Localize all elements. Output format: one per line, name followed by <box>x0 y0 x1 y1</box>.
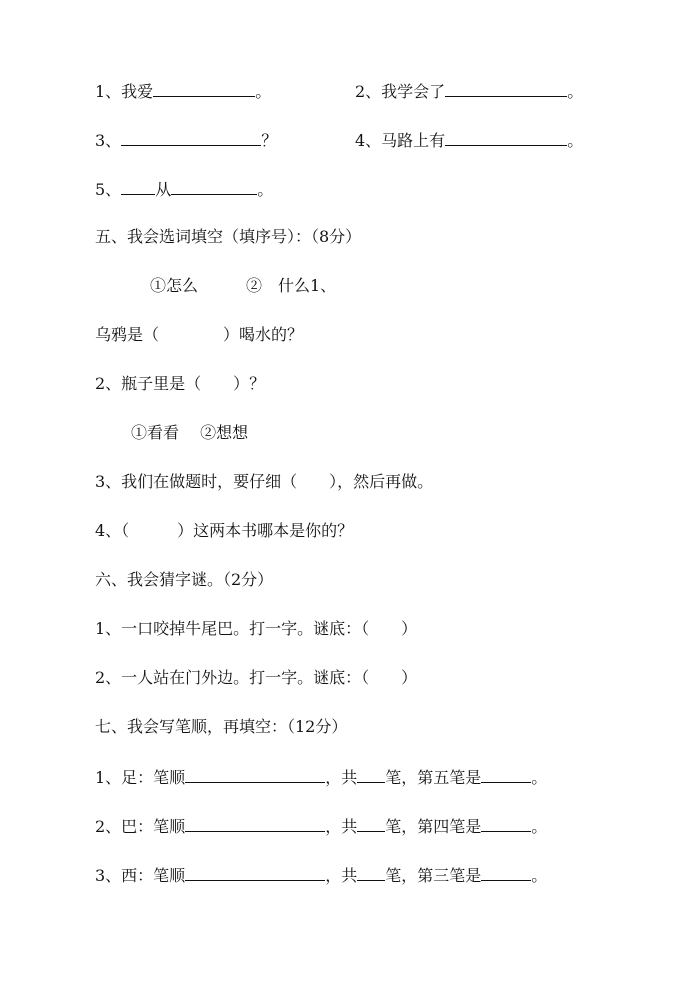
word-options-a: ①怎么 ② 什么1、 <box>150 276 337 295</box>
stroke-count-blank[interactable] <box>357 864 385 881</box>
stroke-count-blank[interactable] <box>357 766 385 783</box>
question-5-3: 3、我们在做题时，要仔细（ ），然后再做。 <box>95 472 434 491</box>
answer-blank[interactable] <box>171 178 257 195</box>
section-5-title: 五、我会选词填空（填序号）：（8分） <box>95 227 362 246</box>
question-4-4: 4、马路上有 。 <box>355 131 584 150</box>
answer-blank[interactable] <box>445 129 567 146</box>
word-options-b: ①看看 ②想想 <box>131 423 249 442</box>
answer-blank[interactable] <box>121 178 155 195</box>
answer-blank[interactable] <box>121 129 261 146</box>
stroke-order-blank[interactable] <box>185 766 325 783</box>
answer-blank[interactable] <box>445 80 567 97</box>
question-5-4: 4、（ ）这两本书哪本是你的？ <box>95 521 354 540</box>
question-7-1: 1、足：笔顺 ，共 笔，第五笔是 。 <box>95 768 548 787</box>
stroke-count-blank[interactable] <box>357 815 385 832</box>
question-4-1: 1、我爱 。 <box>95 82 272 101</box>
question-7-2: 2、巴：笔顺 ，共 笔，第四笔是 。 <box>95 817 548 836</box>
question-4-3: 3、 ？ <box>95 131 278 150</box>
question-6-1: 1、一口咬掉牛尾巴。打一字。谜底：（ ） <box>95 619 418 638</box>
question-5-2: 2、瓶子里是（ ）？ <box>95 374 266 393</box>
stroke-order-blank[interactable] <box>185 864 325 881</box>
section-7-title: 七、我会写笔顺，再填空：（12分） <box>95 717 348 736</box>
question-7-3: 3、西：笔顺 ，共 笔，第三笔是 。 <box>95 866 548 885</box>
stroke-name-blank[interactable] <box>481 815 531 832</box>
question-6-2: 2、一人站在门外边。打一字。谜底：（ ） <box>95 668 418 687</box>
section-6-title: 六、我会猜字谜。（2分） <box>95 570 274 589</box>
question-4-5: 5、 从 。 <box>95 180 274 199</box>
stroke-name-blank[interactable] <box>481 766 531 783</box>
stroke-name-blank[interactable] <box>481 864 531 881</box>
stroke-order-blank[interactable] <box>185 815 325 832</box>
answer-blank[interactable] <box>153 80 255 97</box>
question-4-2: 2、我学会了 。 <box>355 82 584 101</box>
question-5-1: 乌鸦是（ ）喝水的？ <box>95 325 304 344</box>
